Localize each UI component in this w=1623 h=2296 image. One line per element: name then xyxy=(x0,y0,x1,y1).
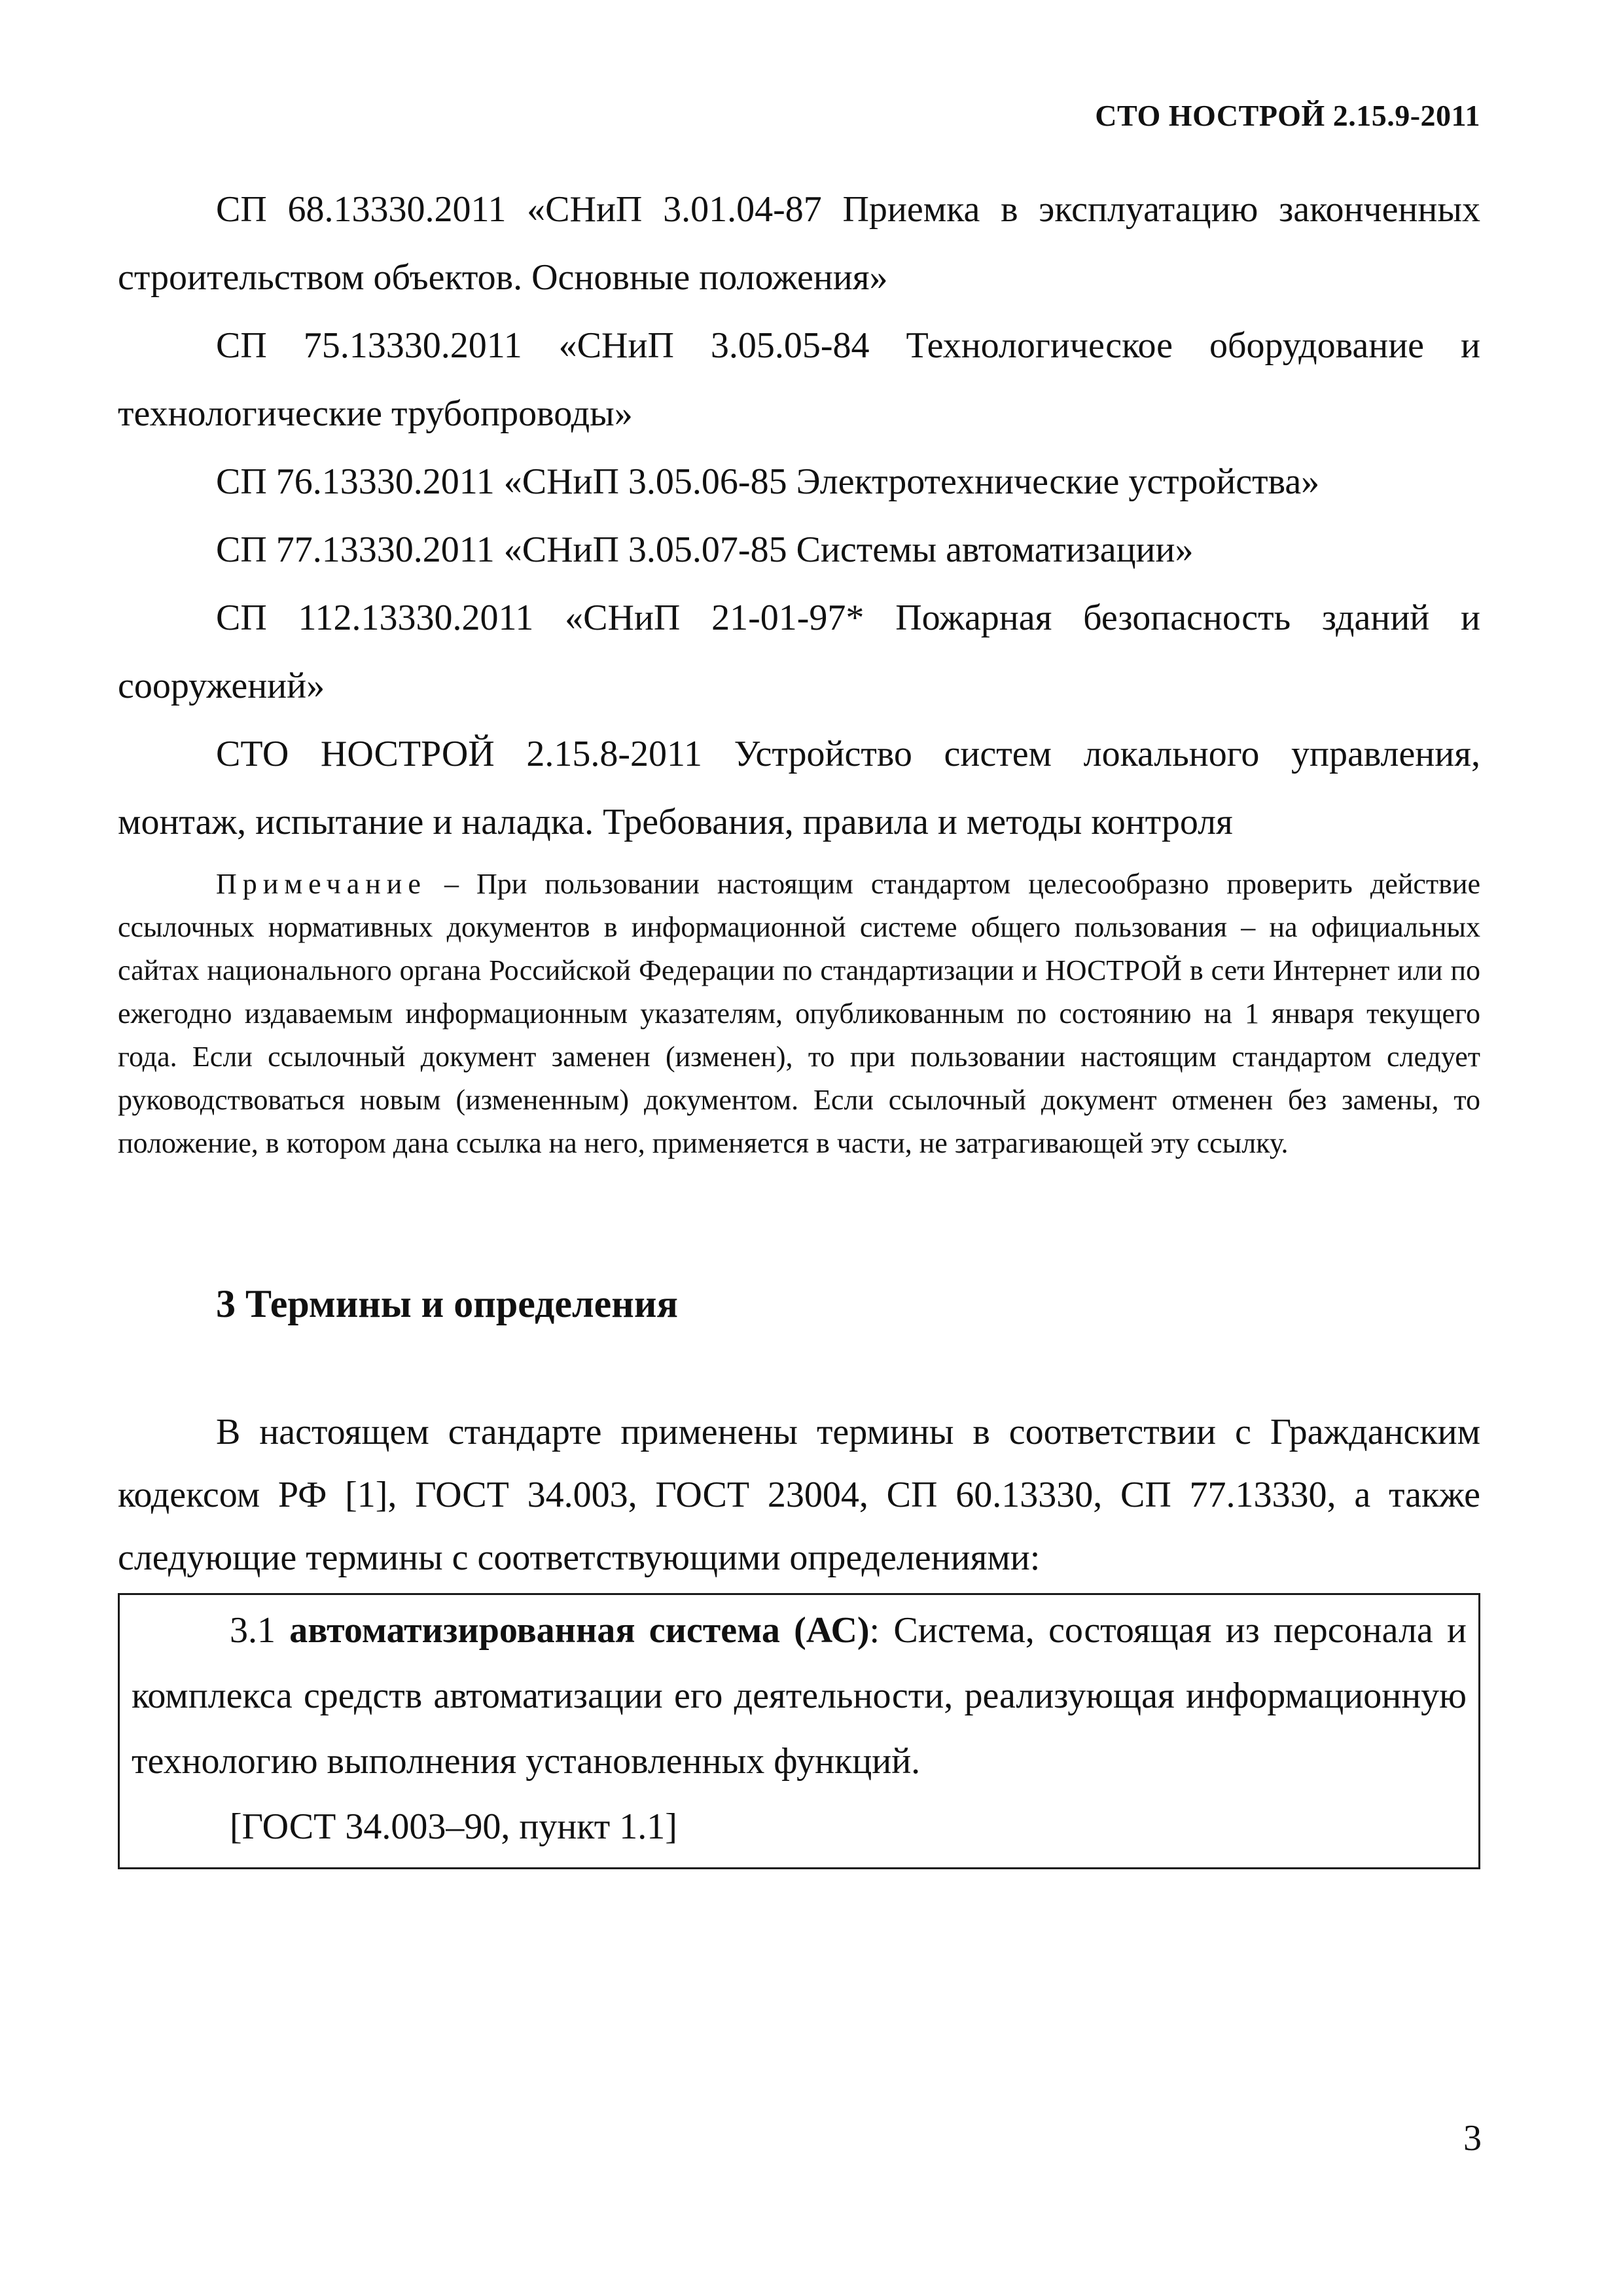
term-definition xyxy=(132,1598,1467,1794)
note-text: – При пользовании настоящим стандартом целесообразно проверить действие ссылочных нормативных документов в информационной системе общего пользования – на официальных сайтах национального органа Российской Федерации по стандартизации и НОСТРОЙ в сети Интернет или по ежегодно издаваемым информационным указателям, опубликованным по состоянию на 1 января текущего года. Если ссылочный документ заменен (изменен), то при пользовании настоящим стандартом следует руководствоваться новым (измененным) документом. Если ссылочный документ отменен без замены, то положение, в котором дана ссылка на него, применяется в части, не затрагивающей эту ссылку. xyxy=(118,868,1480,1159)
document-header: СТО НОСТРОЙ 2.15.9-2011 xyxy=(1095,99,1480,132)
reference-item: СП 75.13330.2011 «СНиП 3.05.05-84 Технологическое оборудование и технологические трубопроводы» xyxy=(118,325,1480,434)
note-paragraph xyxy=(118,863,1480,1165)
term-number: 3.1 xyxy=(230,1610,276,1651)
reference-item: СП 68.13330.2011 «СНиП 3.01.04-87 Приемка в эксплуатацию законченных строительством объектов. Основные положения» xyxy=(118,189,1480,298)
term-definition-text: : Система, состоящая из персонала и комплекса средств автоматизации его деятельности, реализующая информационную технологию выполнения установленных функций. xyxy=(132,1610,1467,1782)
reference-item: СТО НОСТРОЙ 2.15.8-2011 Устройство систем локального управления, монтаж, испытание и наладка. Требования, правила и методы контроля xyxy=(118,734,1480,842)
term-definition-box xyxy=(118,1593,1480,1869)
reference-item: СП 77.13330.2011 «СНиП 3.05.07-85 Системы автоматизации» xyxy=(216,529,1194,570)
reference-item: СП 76.13330.2011 «СНиП 3.05.06-85 Электротехнические устройства» xyxy=(216,461,1320,502)
note-label: Примечание xyxy=(216,868,427,900)
section-heading: 3 Термины и определения xyxy=(216,1282,678,1325)
reference-item: СП 112.13330.2011 «СНиП 21-01-97* Пожарная безопасность зданий и сооружений» xyxy=(118,598,1480,706)
section-intro: В настоящем стандарте применены термины в соответствии с Гражданским кодексом РФ [1], ГОСТ 34.003, ГОСТ 23004, СП 60.13330, СП 77.13330, а также следующие термины с соответствующими определениями: xyxy=(118,1412,1480,1578)
term-source: [ГОСТ 34.003–90, пункт 1.1] xyxy=(230,1806,677,1847)
page-content xyxy=(118,175,1480,1869)
page-number: 3 xyxy=(1463,2118,1482,2159)
term-name: автоматизированная система (АС) xyxy=(289,1610,870,1651)
